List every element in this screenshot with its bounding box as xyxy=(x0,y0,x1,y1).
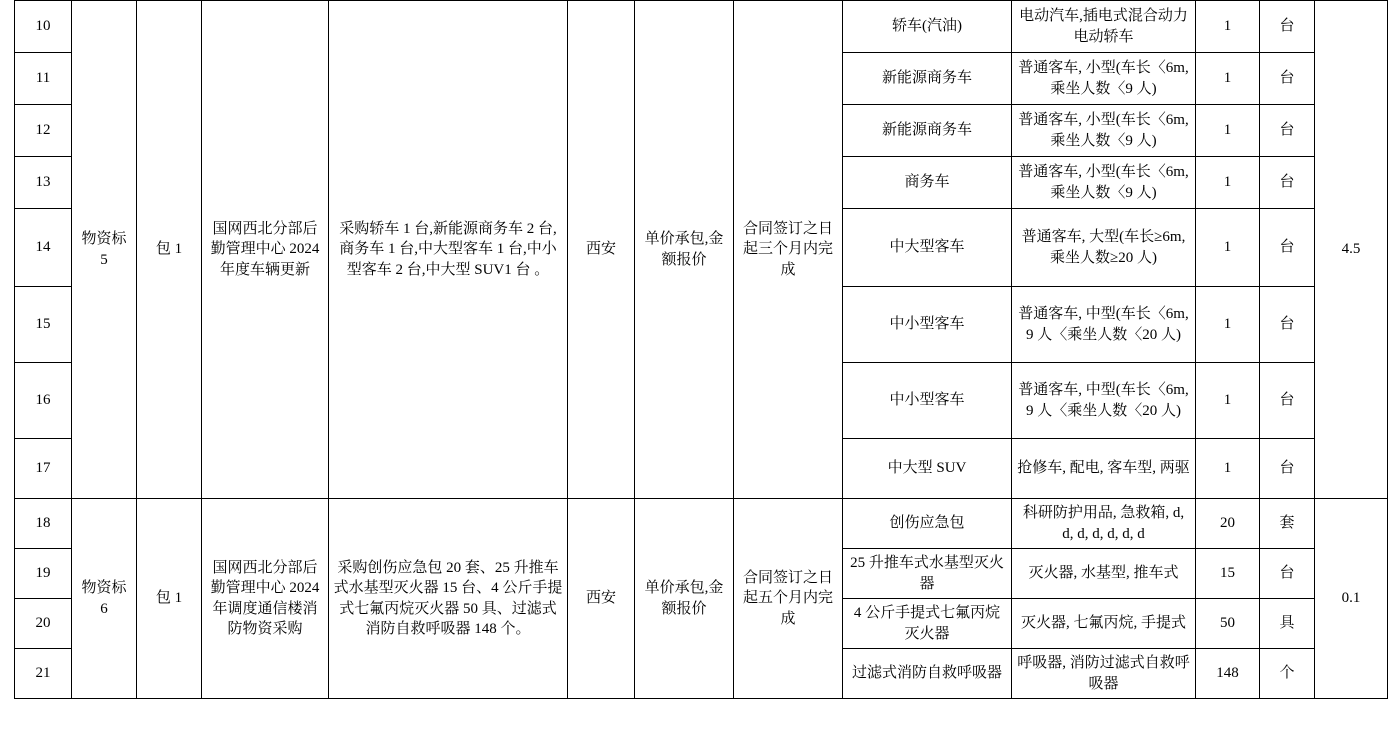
table-row xyxy=(15,499,1388,549)
quantity: 1 xyxy=(1196,105,1260,157)
unit: 台 xyxy=(1260,363,1315,439)
quantity: 1 xyxy=(1196,1,1260,53)
procurement-table xyxy=(14,0,1388,699)
material-spec: 普通客车, 小型(车长〈6m, 乘坐人数〈9 人) xyxy=(1012,53,1196,105)
quantity: 15 xyxy=(1196,549,1260,599)
row-index: 10 xyxy=(15,1,72,53)
material-spec: 普通客车, 中型(车长〈6m, 9 人〈乘坐人数〈20 人) xyxy=(1012,363,1196,439)
table-body xyxy=(15,1,1388,699)
row-index: 11 xyxy=(15,53,72,105)
unit: 台 xyxy=(1260,209,1315,287)
unit: 具 xyxy=(1260,599,1315,649)
quantity: 1 xyxy=(1196,363,1260,439)
material-name: 中小型客车 xyxy=(843,287,1012,363)
material-name: 中大型 SUV xyxy=(843,439,1012,499)
material-name: 新能源商务车 xyxy=(843,53,1012,105)
budget: 0.1 xyxy=(1315,499,1388,699)
quantity: 1 xyxy=(1196,157,1260,209)
table-row xyxy=(15,1,1388,53)
package-number: 包 1 xyxy=(137,499,202,699)
unit: 台 xyxy=(1260,549,1315,599)
row-index: 14 xyxy=(15,209,72,287)
material-spec: 呼吸器, 消防过滤式自救呼吸器 xyxy=(1012,649,1196,699)
row-index: 13 xyxy=(15,157,72,209)
row-index: 19 xyxy=(15,549,72,599)
quantity: 50 xyxy=(1196,599,1260,649)
project-name: 国网西北分部后勤管理中心 2024 年调度通信楼消防物资采购 xyxy=(202,499,329,699)
material-spec: 抢修车, 配电, 客车型, 两驱 xyxy=(1012,439,1196,499)
material-name: 轿车(汽油) xyxy=(843,1,1012,53)
material-spec: 普通客车, 大型(车长≥6m, 乘坐人数≥20 人) xyxy=(1012,209,1196,287)
row-index: 20 xyxy=(15,599,72,649)
material-spec: 灭火器, 水基型, 推车式 xyxy=(1012,549,1196,599)
material-name: 4 公斤手提式七氟丙烷灭火器 xyxy=(843,599,1012,649)
package-number: 包 1 xyxy=(137,1,202,499)
row-index: 12 xyxy=(15,105,72,157)
material-spec: 普通客车, 小型(车长〈6m, 乘坐人数〈9 人) xyxy=(1012,105,1196,157)
delivery-place: 西安 xyxy=(568,1,635,499)
row-index: 16 xyxy=(15,363,72,439)
material-name: 中大型客车 xyxy=(843,209,1012,287)
row-index: 17 xyxy=(15,439,72,499)
material-name: 商务车 xyxy=(843,157,1012,209)
unit: 台 xyxy=(1260,105,1315,157)
lot-name: 物资标 5 xyxy=(72,1,137,499)
quantity: 1 xyxy=(1196,439,1260,499)
unit: 台 xyxy=(1260,439,1315,499)
material-spec: 普通客车, 中型(车长〈6m, 9 人〈乘坐人数〈20 人) xyxy=(1012,287,1196,363)
material-spec: 灭火器, 七氟丙烷, 手提式 xyxy=(1012,599,1196,649)
material-name: 过滤式消防自救呼吸器 xyxy=(843,649,1012,699)
material-name: 25 升推车式水基型灭火器 xyxy=(843,549,1012,599)
purchase-content: 采购创伤应急包 20 套、25 升推车式水基型灭火器 15 台、4 公斤手提式七氟丙烷灭火器 50 具、过滤式消防自救呼吸器 148 个。 xyxy=(329,499,568,699)
material-spec: 普通客车, 小型(车长〈6m, 乘坐人数〈9 人) xyxy=(1012,157,1196,209)
material-name: 中小型客车 xyxy=(843,363,1012,439)
quantity: 20 xyxy=(1196,499,1260,549)
delivery-period: 合同签订之日起五个月内完成 xyxy=(734,499,843,699)
quantity: 1 xyxy=(1196,209,1260,287)
pricing-method: 单价承包,金额报价 xyxy=(635,1,734,499)
quantity: 1 xyxy=(1196,287,1260,363)
quantity: 1 xyxy=(1196,53,1260,105)
budget: 4.5 xyxy=(1315,1,1388,499)
material-spec: 电动汽车,插电式混合动力电动轿车 xyxy=(1012,1,1196,53)
unit: 台 xyxy=(1260,1,1315,53)
material-name: 创伤应急包 xyxy=(843,499,1012,549)
material-name: 新能源商务车 xyxy=(843,105,1012,157)
pricing-method: 单价承包,金额报价 xyxy=(635,499,734,699)
material-spec: 科研防护用品, 急救箱, d, d, d, d, d, d, d xyxy=(1012,499,1196,549)
delivery-place: 西安 xyxy=(568,499,635,699)
delivery-period: 合同签订之日起三个月内完成 xyxy=(734,1,843,499)
unit: 套 xyxy=(1260,499,1315,549)
unit: 个 xyxy=(1260,649,1315,699)
unit: 台 xyxy=(1260,157,1315,209)
row-index: 21 xyxy=(15,649,72,699)
unit: 台 xyxy=(1260,53,1315,105)
row-index: 18 xyxy=(15,499,72,549)
project-name: 国网西北分部后勤管理中心 2024 年度车辆更新 xyxy=(202,1,329,499)
row-index: 15 xyxy=(15,287,72,363)
purchase-content: 采购轿车 1 台,新能源商务车 2 台,商务车 1 台,中大型客车 1 台,中小型客车 2 台,中大型 SUV1 台 。 xyxy=(329,1,568,499)
quantity: 148 xyxy=(1196,649,1260,699)
unit: 台 xyxy=(1260,287,1315,363)
lot-name: 物资标 6 xyxy=(72,499,137,699)
